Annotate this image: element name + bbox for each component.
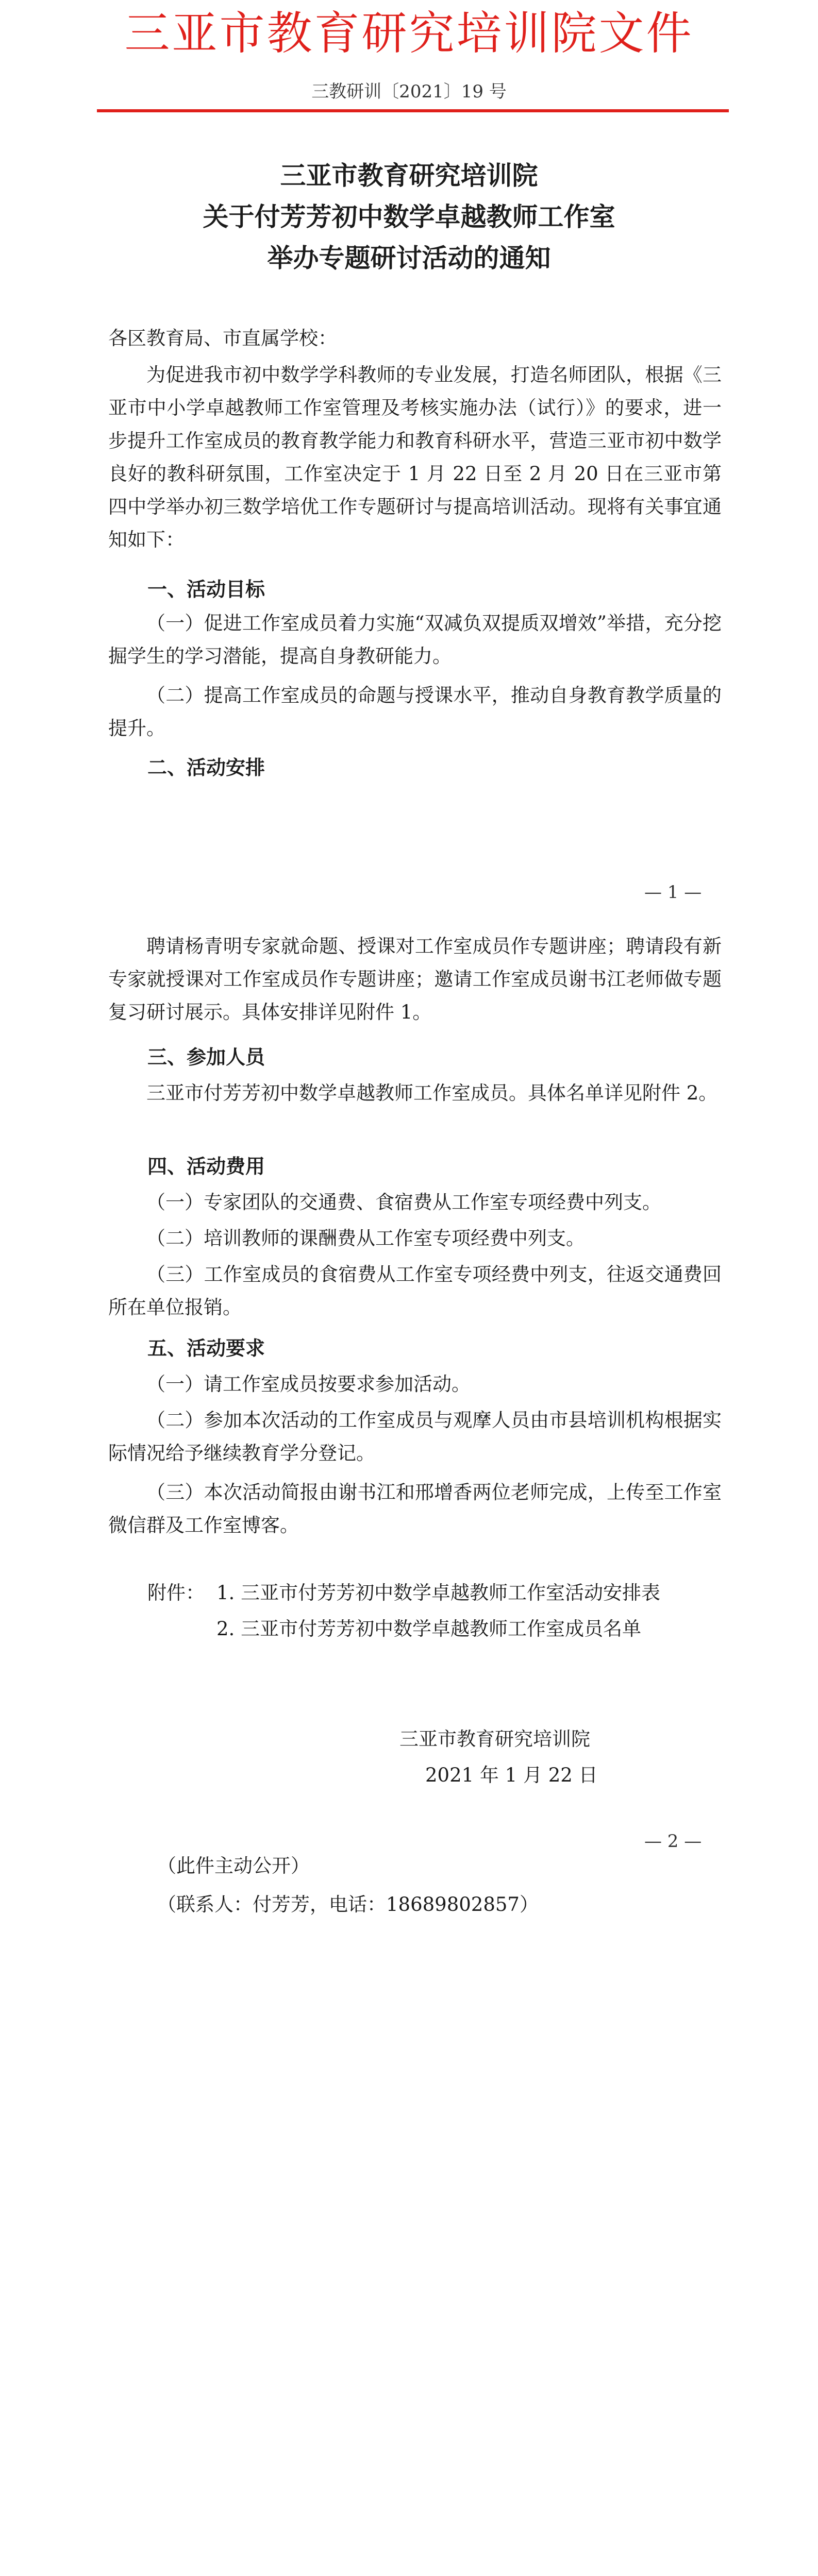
section-4-item-3: （三）工作室成员的食宿费从工作室专项经费中列支，往返交通费回所在单位报销。 [108,1263,722,1318]
document-number: 三教研训〔2021〕19 号 [311,81,507,102]
contact-info: （联系人：付芳芳，电话：18689802857） [157,1893,539,1916]
title-line-2: 关于付芳芳初中数学卓越教师工作室 [203,201,615,232]
section-2-body: 聘请杨青明专家就命题、授课对工作室成员作专题讲座；聘请段有新专家就授课对工作室成员作专题讲座；邀请工作室成员谢书江老师做专题复习研讨展示。具体安排详见附件 1。 [108,935,722,1023]
section-3-body: 三亚市付芳芳初中数学卓越教师工作室成员。具体名单详见附件 2。 [146,1082,718,1104]
section-1-heading: 一、活动目标 [147,578,265,601]
section-4-heading: 四、活动费用 [147,1155,265,1178]
page-number-1: — 1 — [644,882,702,903]
intro-paragraph: 为促进我市初中数学学科教师的专业发展，打造名师团队，根据《三亚市中小学卓越教师工作室管理及考核实施办法（试行）》的要求，进一步提升工作室成员的教育教学能力和教育科研水平，营造三亚市初中数学良好的教科研氛围，工作室决定于 1 月 22 日至 2 月 20 日在三亚市第四中学举办初三数学培优工作专题研讨与提高培训活动。现将有关事宜通知如下： [108,364,722,551]
addressee: 各区教育局、市直属学校： [108,327,337,349]
section-5-item-1: （一）请工作室成员按要求参加活动。 [146,1373,471,1395]
title-line-1: 三亚市教育研究培训院 [280,160,538,191]
attachment-item-2: 2. 三亚市付芳芳初中数学卓越教师工作室成员名单 [216,1618,642,1640]
section-2-heading: 二、活动安排 [147,756,265,779]
signature-date: 2021 年 1 月 22 日 [425,1764,598,1786]
section-5-item-3: （三）本次活动简报由谢书江和邢增香两位老师完成，上传至工作室微信群及工作室博客。 [108,1481,722,1536]
section-1-item-1: （一）促进工作室成员着力实施“双减负双提质双增效”举措，充分挖掘学生的学习潜能，提高自身教研能力。 [108,612,722,667]
section-5-heading: 五、活动要求 [147,1336,265,1360]
section-4-item-1: （一）专家团队的交通费、食宿费从工作室专项经费中列支。 [146,1191,661,1213]
signature-org: 三亚市教育研究培训院 [399,1728,590,1750]
title-line-3: 举办专题研讨活动的通知 [267,243,551,273]
red-divider-line [97,109,729,112]
page-number-2: — 2 — [644,1831,702,1852]
section-5-item-2: （二）参加本次活动的工作室成员与观摩人员由市县培训机构根据实际情况给予继续教育学分登记。 [108,1409,722,1464]
document-masthead: 三亚市教育研究培训院文件 [124,7,694,60]
section-4-item-2: （二）培训教师的课酬费从工作室专项经费中列支。 [146,1227,585,1249]
attachment-item-1: 1. 三亚市付芳芳初中数学卓越教师工作室活动安排表 [216,1582,661,1604]
attachments-label: 附件： [147,1582,205,1604]
section-3-heading: 三、参加人员 [147,1045,265,1069]
disclosure-note: （此件主动公开） [157,1855,310,1877]
section-1-item-2: （二）提高工作室成员的命题与授课水平，推动自身教育教学质量的提升。 [108,684,722,739]
